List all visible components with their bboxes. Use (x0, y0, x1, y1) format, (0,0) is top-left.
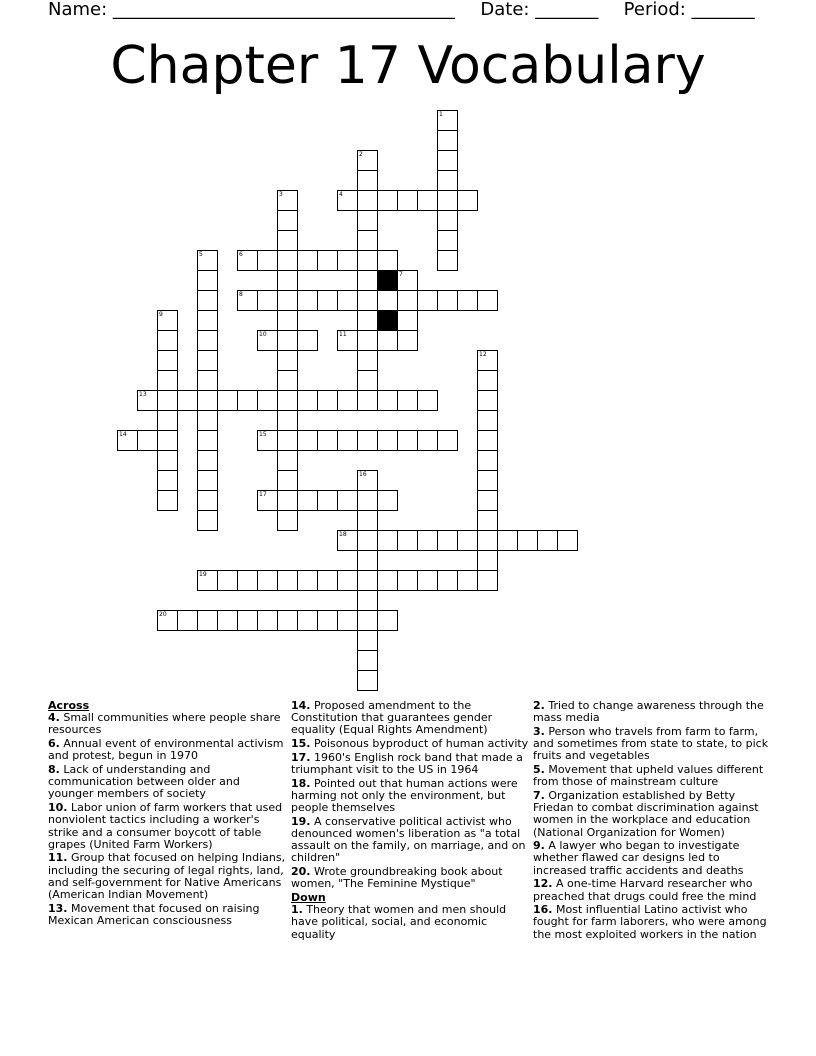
period-field[interactable]: _______ (691, 0, 755, 20)
clue-text: A conservative political activist who denounced women's liberation as "a total assault on the family, on marriage, and on children" (291, 814, 526, 865)
clue-number-label: 17 (259, 491, 267, 498)
crossword-cell[interactable] (177, 390, 198, 411)
crossword-cell[interactable] (277, 330, 298, 351)
page-title: Chapter 17 Vocabulary (110, 36, 706, 96)
crossword-cell[interactable] (317, 250, 338, 271)
crossword-cell[interactable] (357, 270, 378, 291)
crossword-cell[interactable] (277, 570, 298, 591)
clue-number: 10. (48, 801, 68, 815)
crossword-cell[interactable] (357, 590, 378, 611)
crossword-cell[interactable] (357, 510, 378, 531)
clue-number: 13. (48, 901, 68, 915)
crossword-cell[interactable] (137, 390, 158, 411)
crossword-cell[interactable] (377, 290, 398, 311)
crossword-cell[interactable] (177, 610, 198, 631)
crossword-cell[interactable] (297, 570, 318, 591)
down-heading: Down (291, 891, 326, 905)
crossword-cell[interactable] (377, 390, 398, 411)
date-label: Date: (480, 0, 530, 20)
crossword-cell[interactable] (357, 630, 378, 651)
crossword-cell[interactable] (437, 530, 458, 551)
crossword-cell[interactable] (317, 390, 338, 411)
clue-number: 1. (291, 903, 303, 917)
crossword-cell[interactable] (357, 330, 378, 351)
crossword-cell[interactable] (297, 330, 318, 351)
crossword-cell[interactable] (277, 210, 298, 231)
crossword-cell[interactable] (397, 270, 418, 291)
clue-number-label: 15 (259, 431, 267, 438)
crossword-cell[interactable] (357, 250, 378, 271)
crossword-cell[interactable] (237, 610, 258, 631)
crossword-cell[interactable] (197, 330, 218, 351)
crossword-cell[interactable] (437, 110, 458, 131)
crossword-cell[interactable] (477, 290, 498, 311)
across-clue (291, 816, 531, 865)
clue-number: 14. (291, 699, 311, 712)
clue-number: 4. (48, 711, 60, 725)
crossword-cell[interactable] (277, 410, 298, 431)
crossword-cell[interactable] (377, 430, 398, 451)
clue-number: 11. (48, 851, 68, 865)
crossword-cell[interactable] (437, 430, 458, 451)
date-field[interactable]: _______ (535, 0, 599, 20)
crossword-cell[interactable] (157, 310, 178, 331)
crossword-cell[interactable] (477, 350, 498, 371)
crossword-cell[interactable] (357, 490, 378, 511)
clue-number-label: 16 (359, 471, 367, 478)
crossword-cell[interactable] (197, 490, 218, 511)
clue-number: 8. (48, 763, 60, 777)
down-clue (533, 700, 773, 724)
crossword-cell[interactable] (257, 250, 278, 271)
crossword-cell[interactable] (277, 190, 298, 211)
across-clue (291, 866, 531, 890)
crossword-cell[interactable] (257, 330, 278, 351)
clue-number-label: 8 (239, 291, 243, 298)
crossword-cell[interactable] (437, 290, 458, 311)
crossword-cell[interactable] (277, 290, 298, 311)
clue-text: Movement that upheld values different from those of mainstream culture (533, 763, 764, 789)
crossword-cell[interactable] (477, 490, 498, 511)
crossword-cell[interactable] (257, 570, 278, 591)
crossword-cell[interactable] (217, 570, 238, 591)
crossword-cell[interactable] (277, 510, 298, 531)
crossword-cell[interactable] (317, 490, 338, 511)
crossword-cell[interactable] (317, 610, 338, 631)
crossword-cell[interactable] (437, 570, 458, 591)
clue-text: Most influential Latino activist who fought for farm laborers, who were among the most exploited workers in the nation (533, 903, 767, 941)
crossword-cell[interactable] (237, 570, 258, 591)
clue-number-label: 14 (119, 431, 127, 438)
crossword-cell[interactable] (357, 610, 378, 631)
across-clue (48, 903, 288, 927)
crossword-cell[interactable] (457, 570, 478, 591)
clue-text: Small communities where people share resources (48, 711, 281, 737)
crossword-cell[interactable] (437, 170, 458, 191)
crossword-cell[interactable] (557, 530, 578, 551)
crossword-cell[interactable] (477, 530, 498, 551)
clue-text: A one-time Harvard researcher who preached that drugs could free the mind (533, 877, 757, 903)
crossword-cell[interactable] (337, 250, 358, 271)
clue-number: 15. (291, 737, 311, 751)
crossword-cell[interactable] (197, 510, 218, 531)
crossword-cell[interactable] (357, 210, 378, 231)
crossword-cell[interactable] (397, 570, 418, 591)
crossword-cell[interactable] (297, 250, 318, 271)
crossword-cell[interactable] (217, 390, 238, 411)
clue-text: Movement that focused on raising Mexican American consciousness (48, 901, 260, 927)
crossword-cell[interactable] (197, 270, 218, 291)
clue-number-label: 20 (159, 611, 167, 618)
clue-text: A lawyer who began to investigate whether flawed car designs led to increased traffic accidents and deaths (533, 839, 744, 877)
crossword-cell[interactable] (397, 290, 418, 311)
crossword-cell[interactable] (497, 530, 518, 551)
crossword-cell[interactable] (417, 290, 438, 311)
crossword-cell[interactable] (377, 570, 398, 591)
crossword-cell[interactable] (277, 350, 298, 371)
clues-column-2 (291, 700, 531, 942)
clue-text: Annual event of environmental activism and protest, begun in 1970 (48, 737, 284, 763)
clue-number-label: 7 (399, 271, 403, 278)
clue-number: 20. (291, 865, 311, 879)
across-clue (291, 738, 531, 750)
crossword-cell[interactable] (397, 330, 418, 351)
crossword-cell[interactable] (417, 570, 438, 591)
crossword-cell[interactable] (357, 170, 378, 191)
crossword-cell[interactable] (437, 150, 458, 171)
crossword-cell[interactable] (357, 650, 378, 671)
across-clue (291, 752, 531, 776)
crossword-cell[interactable] (337, 570, 358, 591)
period-label: Period: (623, 0, 686, 20)
clue-number-label: 19 (199, 571, 207, 578)
clue-text: Pointed out that human actions were harming not only the environment, but people themselves (291, 776, 518, 815)
crossword-cell[interactable] (397, 190, 418, 211)
across-clue (48, 764, 288, 801)
crossword-cell[interactable] (337, 390, 358, 411)
crossword-cell[interactable] (357, 150, 378, 171)
crossword-cell[interactable] (377, 190, 398, 211)
crossword-cell[interactable] (477, 470, 498, 491)
crossword-cell[interactable] (277, 370, 298, 391)
crossword-black-cell (377, 270, 398, 291)
crossword-cell[interactable] (357, 310, 378, 331)
crossword-cell[interactable] (297, 430, 318, 451)
crossword-cell[interactable] (417, 430, 438, 451)
crossword-cell[interactable] (237, 390, 258, 411)
clue-number: 6. (48, 737, 60, 751)
clue-text: 1960's English rock band that made a triumphant visit to the US in 1964 (291, 750, 523, 777)
crossword-cell[interactable] (357, 670, 378, 691)
crossword-cell[interactable] (337, 330, 358, 351)
crossword-cell[interactable] (477, 410, 498, 431)
crossword-cell[interactable] (157, 370, 178, 391)
crossword-cell[interactable] (437, 130, 458, 151)
crossword-cell[interactable] (297, 610, 318, 631)
across-clue (48, 802, 288, 851)
crossword-cell[interactable] (357, 530, 378, 551)
crossword-cell[interactable] (197, 430, 218, 451)
crossword-cell[interactable] (437, 210, 458, 231)
crossword-cell[interactable] (477, 450, 498, 471)
crossword-cell[interactable] (237, 290, 258, 311)
clue-number: 18. (291, 776, 311, 790)
crossword-cell[interactable] (477, 550, 498, 571)
crossword-cell[interactable] (357, 550, 378, 571)
clue-number-label: 4 (339, 191, 343, 198)
crossword-cell[interactable] (377, 250, 398, 271)
crossword-black-cell (377, 310, 398, 331)
clue-number-label: 9 (159, 311, 163, 318)
crossword-cell[interactable] (377, 330, 398, 351)
crossword-cell[interactable] (477, 390, 498, 411)
crossword-cell[interactable] (337, 290, 358, 311)
crossword-cell[interactable] (397, 310, 418, 331)
clue-text: Tried to change awareness through the mass media (533, 699, 764, 725)
crossword-cell[interactable] (337, 430, 358, 451)
crossword-cell[interactable] (197, 290, 218, 311)
crossword-cell[interactable] (257, 390, 278, 411)
crossword-cell[interactable] (317, 290, 338, 311)
down-clue (291, 904, 531, 941)
crossword-cell[interactable] (357, 470, 378, 491)
across-clue (291, 778, 531, 815)
crossword-cell[interactable] (397, 390, 418, 411)
crossword-cell[interactable] (337, 610, 358, 631)
crossword-cell[interactable] (157, 330, 178, 351)
crossword-cell[interactable] (157, 470, 178, 491)
clue-number-label: 11 (339, 331, 347, 338)
down-clue (533, 764, 773, 788)
crossword-cell[interactable] (197, 610, 218, 631)
crossword-cell[interactable] (217, 610, 238, 631)
clue-number: 16. (533, 903, 553, 917)
crossword-cell[interactable] (157, 390, 178, 411)
crossword-cell[interactable] (197, 310, 218, 331)
clue-number: 2. (533, 699, 545, 712)
down-clue (533, 904, 773, 941)
across-clue (48, 712, 288, 736)
crossword-cell[interactable] (197, 390, 218, 411)
crossword-cell[interactable] (477, 570, 498, 591)
across-clue-list (48, 712, 288, 927)
clue-text: Wrote groundbreaking book about women, "The Feminine Mystique" (291, 865, 503, 891)
down-clue-list (291, 904, 531, 941)
crossword-cell[interactable] (377, 490, 398, 511)
crossword-cell[interactable] (357, 370, 378, 391)
crossword-cell[interactable] (277, 430, 298, 451)
clue-number-label: 10 (259, 331, 267, 338)
clue-text: Theory that women and men should have political, social, and economic equality (291, 903, 507, 941)
crossword-cell[interactable] (157, 350, 178, 371)
crossword-cell[interactable] (257, 430, 278, 451)
name-field[interactable]: ______________________________________ (112, 0, 455, 20)
crossword-cell[interactable] (197, 250, 218, 271)
crossword-cell[interactable] (277, 310, 298, 331)
crossword-cell[interactable] (397, 530, 418, 551)
down-clue (533, 878, 773, 902)
clues-column-1 (48, 700, 288, 929)
crossword-cell[interactable] (157, 410, 178, 431)
crossword-cell[interactable] (337, 530, 358, 551)
crossword-cell[interactable] (117, 430, 138, 451)
crossword-cell[interactable] (417, 190, 438, 211)
name-label: Name: (48, 0, 108, 20)
crossword-cell[interactable] (277, 490, 298, 511)
crossword-cell[interactable] (237, 250, 258, 271)
crossword-cell[interactable] (357, 570, 378, 591)
crossword-cell[interactable] (417, 530, 438, 551)
clue-number-label: 2 (359, 151, 363, 158)
clue-number: 12. (533, 877, 553, 891)
crossword-cell[interactable] (277, 270, 298, 291)
crossword-cell[interactable] (157, 450, 178, 471)
crossword-cell[interactable] (417, 390, 438, 411)
clue-text: Poisonous byproduct of human activity (310, 737, 529, 751)
clue-number: 7. (533, 788, 545, 802)
clue-number-label: 6 (239, 251, 243, 258)
clue-number-label: 5 (199, 251, 203, 258)
down-clue (533, 790, 773, 839)
down-clue (533, 726, 773, 763)
crossword-cell[interactable] (457, 290, 478, 311)
crossword-cell[interactable] (337, 190, 358, 211)
crossword-cell[interactable] (277, 450, 298, 471)
crossword-cell[interactable] (357, 390, 378, 411)
clue-text: Lack of understanding and communication between older and younger members of society (48, 763, 240, 801)
crossword-cell[interactable] (197, 570, 218, 591)
crossword-cell[interactable] (197, 410, 218, 431)
crossword-cell[interactable] (257, 290, 278, 311)
crossword-cell[interactable] (257, 490, 278, 511)
crossword-cell[interactable] (477, 430, 498, 451)
crossword-cell[interactable] (357, 290, 378, 311)
crossword-cell[interactable] (297, 290, 318, 311)
clue-number: 19. (291, 814, 311, 828)
clues-column-3 (533, 700, 773, 942)
crossword-cell[interactable] (197, 470, 218, 491)
across-clue (291, 700, 531, 737)
clue-text: Group that focused on helping Indians, including the securing of legal rights, land, and self-government for Native Americans (American Indian Movement) (48, 851, 286, 902)
crossword-cell[interactable] (357, 190, 378, 211)
crossword-cell[interactable] (257, 610, 278, 631)
clue-number-label: 1 (439, 111, 443, 118)
crossword-cell[interactable] (397, 430, 418, 451)
crossword-cell[interactable] (157, 430, 178, 451)
crossword-cell[interactable] (377, 530, 398, 551)
clue-number: 5. (533, 763, 545, 777)
crossword-cell[interactable] (277, 250, 298, 271)
crossword-cell[interactable] (277, 390, 298, 411)
crossword-cell[interactable] (137, 430, 158, 451)
crossword-cell[interactable] (317, 430, 338, 451)
clue-text: Organization established by Betty Friedan to combat discrimination against women in the workplace and education (National Organization for Women) (533, 788, 759, 839)
crossword-cell[interactable] (197, 370, 218, 391)
clue-number: 3. (533, 724, 545, 738)
clue-number: 17. (291, 750, 311, 764)
crossword-cell[interactable] (197, 450, 218, 471)
crossword-cell[interactable] (477, 370, 498, 391)
across-clue-list-continued (291, 700, 531, 891)
crossword-cell[interactable] (277, 610, 298, 631)
down-clue-list-continued (533, 700, 773, 941)
crossword-cell[interactable] (317, 570, 338, 591)
crossword-cell[interactable] (437, 250, 458, 271)
crossword-cell[interactable] (277, 230, 298, 251)
across-clue (48, 852, 288, 901)
crossword-cell[interactable] (277, 470, 298, 491)
across-clue (48, 738, 288, 762)
crossword-cell[interactable] (377, 610, 398, 631)
crossword-cell[interactable] (477, 510, 498, 531)
crossword-cell[interactable] (337, 490, 358, 511)
crossword-cell[interactable] (297, 490, 318, 511)
clue-text: Person who travels from farm to farm, and sometimes from state to state, to pick fruits and vegetables (533, 724, 769, 763)
crossword-cell[interactable] (357, 350, 378, 371)
crossword-cell[interactable] (437, 190, 458, 211)
crossword-cell[interactable] (157, 610, 178, 631)
clue-number-label: 13 (139, 391, 147, 398)
clue-text: Proposed amendment to the Constitution that guarantees gender equality (Equal Rights Amendment) (291, 699, 493, 737)
clue-number-label: 18 (339, 531, 347, 538)
crossword-cell[interactable] (457, 190, 478, 211)
crossword-cell[interactable] (197, 350, 218, 371)
clue-number-label: 3 (279, 191, 283, 198)
crossword-cell[interactable] (357, 430, 378, 451)
crossword-cell[interactable] (357, 230, 378, 251)
crossword-cell[interactable] (457, 530, 478, 551)
crossword-cell[interactable] (517, 530, 538, 551)
crossword-cell[interactable] (437, 230, 458, 251)
clue-text: Labor union of farm workers that used nonviolent tactics including a worker's strike and a consumer boycott of table grapes (United Farm Workers) (48, 801, 283, 851)
crossword-cell[interactable] (297, 390, 318, 411)
clue-number: 9. (533, 839, 545, 853)
clue-number-label: 12 (479, 351, 487, 358)
crossword-cell[interactable] (537, 530, 558, 551)
crossword-cell[interactable] (157, 490, 178, 511)
across-heading: Across (48, 699, 90, 712)
down-clue (533, 840, 773, 877)
